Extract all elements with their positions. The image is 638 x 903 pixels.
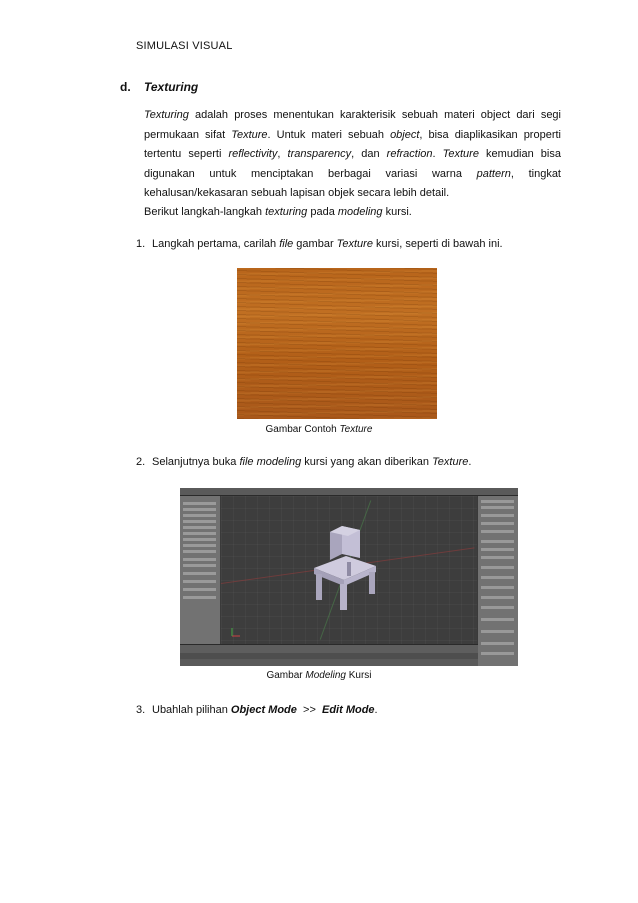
para-text: , dan [351,148,387,160]
blender-timeline-header [180,659,478,666]
para-text: kemudian bisa digunakan untuk menciptakan berbagai variasi warna [144,148,561,180]
step-2 [136,456,471,468]
page-header: SIMULASI VISUAL [136,40,233,52]
term-object: object [390,128,420,141]
intro-text: kursi. [382,206,412,218]
step-number: 2. [136,456,146,468]
step-number: 1. [136,238,146,250]
caption-text: Kursi [345,670,372,681]
step-text: Selanjutnya buka [152,456,240,468]
step-1 [136,238,503,250]
caption-text: Gambar [266,670,306,681]
section-title: Texturing [144,80,199,94]
term-texture: Texture [231,128,268,141]
term-file: file [279,238,294,250]
step-text: . [468,456,472,468]
term-texturing: Texturing [144,109,189,121]
intro-text: Berikut langkah-langkah [144,206,266,218]
chair-model [180,488,518,666]
step-text: Langkah pertama, carilah [152,238,280,250]
term-file-modeling: file modeling [239,456,302,468]
term-transparency: transparency [287,148,352,160]
blender-properties-panel [478,496,518,666]
caption-text: Gambar Contoh [265,424,340,435]
term-texturing: texturing [265,206,308,218]
term-object-mode: Object Mode [230,704,297,716]
term-texture: Texture [432,456,469,468]
term-texture: Texture [442,148,479,160]
term-refraction: refraction [386,148,433,160]
intro-text: pada [307,206,338,218]
blender-screenshot [180,488,518,666]
step-text: >> [296,704,322,716]
step-text: . [374,704,378,716]
para-text: . Untuk materi sebuah [267,128,391,141]
para-text: , bisa diaplikasikan properti tertentu seperti [144,128,561,160]
term-texture: Texture [336,238,373,250]
caption-term: Modeling [305,670,346,681]
term-reflectivity: reflectivity [228,148,278,160]
step-text: Ubahlah pilihan [152,704,231,716]
caption-modeling [0,670,638,681]
term-modeling: modeling [337,206,383,218]
para-text: , tingkat kehalusan/kekasaran sebuah lapisan objek secara lebih detail. [144,167,561,199]
blender-view-header [180,644,478,653]
para-text: , [277,148,288,160]
wood-texture-image [237,268,437,419]
para-text: adalah proses menentukan karakterisik sebuah materi object dari segi permukaan sifat [144,109,561,141]
caption-texture [0,424,638,435]
para-text: . [432,148,443,160]
step-text: kursi yang akan diberikan [301,456,433,468]
term-pattern: pattern [476,167,511,180]
step-number: 3. [136,704,146,716]
step-3 [136,704,378,716]
intro-line [144,206,412,218]
term-edit-mode: Edit Mode [321,704,375,716]
texturing-paragraph [144,106,561,204]
section-letter: d. [120,80,131,94]
step-text: kursi, seperti di bawah ini. [372,238,503,250]
caption-term: Texture [339,424,373,435]
step-text: gambar [293,238,337,250]
